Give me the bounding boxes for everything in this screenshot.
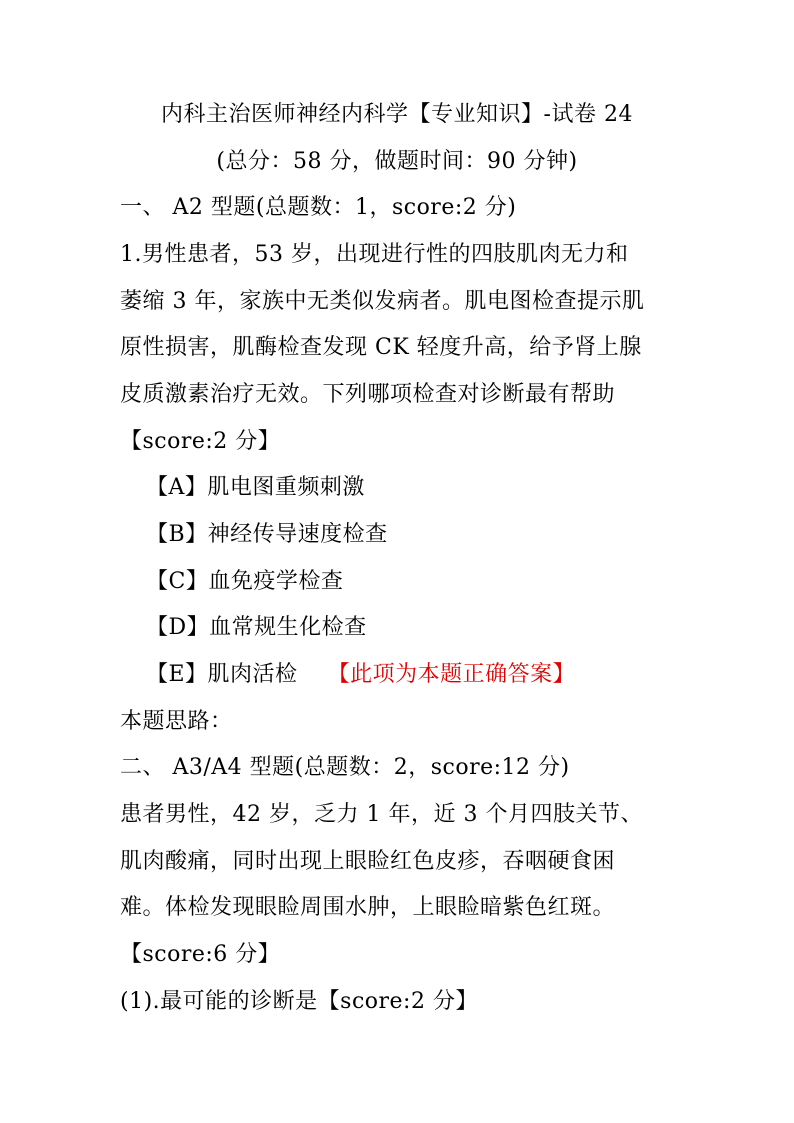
q1-option-c[interactable]: 【C】血免疫学检查	[146, 569, 344, 594]
case-text-line: 肌肉酸痛，同时出现上眼睑红色皮疹，吞咽硬食困	[120, 849, 616, 874]
doc-subtitle: (总分：58 分，做题时间：90 分钟)	[216, 149, 578, 174]
q1-score: 【score:2 分】	[120, 429, 281, 454]
q1-option-e-row	[146, 660, 575, 690]
q1-option-e[interactable]: 【E】肌肉活检	[146, 662, 298, 687]
case-text-line: 患者男性，42 岁，乏力 1 年，近 3 个月四肢关节、	[120, 802, 643, 827]
section2-heading: 二、 A3/A4 型题(总题数：2，score:12 分)	[120, 755, 570, 780]
doc-title: 内科主治医师神经内科学【专业知识】-试卷 24	[161, 102, 633, 127]
correct-answer-note: 【此项为本题正确答案】	[327, 662, 576, 687]
q1-option-b[interactable]: 【B】神经传导速度检查	[146, 522, 388, 547]
case-text-line: 难。体检发现眼睑周围水肿，上眼睑暗紫色红斑。	[120, 895, 616, 920]
sub-question-1: (1).最可能的诊断是【score:2 分】	[120, 989, 478, 1014]
section1-heading: 一、 A2 型题(总题数：1，score:2 分)	[120, 195, 517, 220]
q1-text-line: 皮质激素治疗无效。下列哪项检查对诊断最有帮助	[120, 382, 616, 407]
q1-text-line: 1.男性患者，53 岁，出现进行性的四肢肌肉无力和	[120, 242, 629, 267]
q1-option-a[interactable]: 【A】肌电图重频刺激	[146, 475, 365, 500]
q1-text-line: 萎缩 3 年，家族中无类似发病者。肌电图检查提示肌	[120, 289, 645, 314]
case-score: 【score:6 分】	[120, 942, 281, 967]
q1-option-d[interactable]: 【D】血常规生化检查	[146, 615, 367, 640]
q1-text-line: 原性损害，肌酶检查发现 CK 轻度升高，给予肾上腺	[120, 335, 642, 360]
analysis-label: 本题思路：	[120, 709, 233, 734]
